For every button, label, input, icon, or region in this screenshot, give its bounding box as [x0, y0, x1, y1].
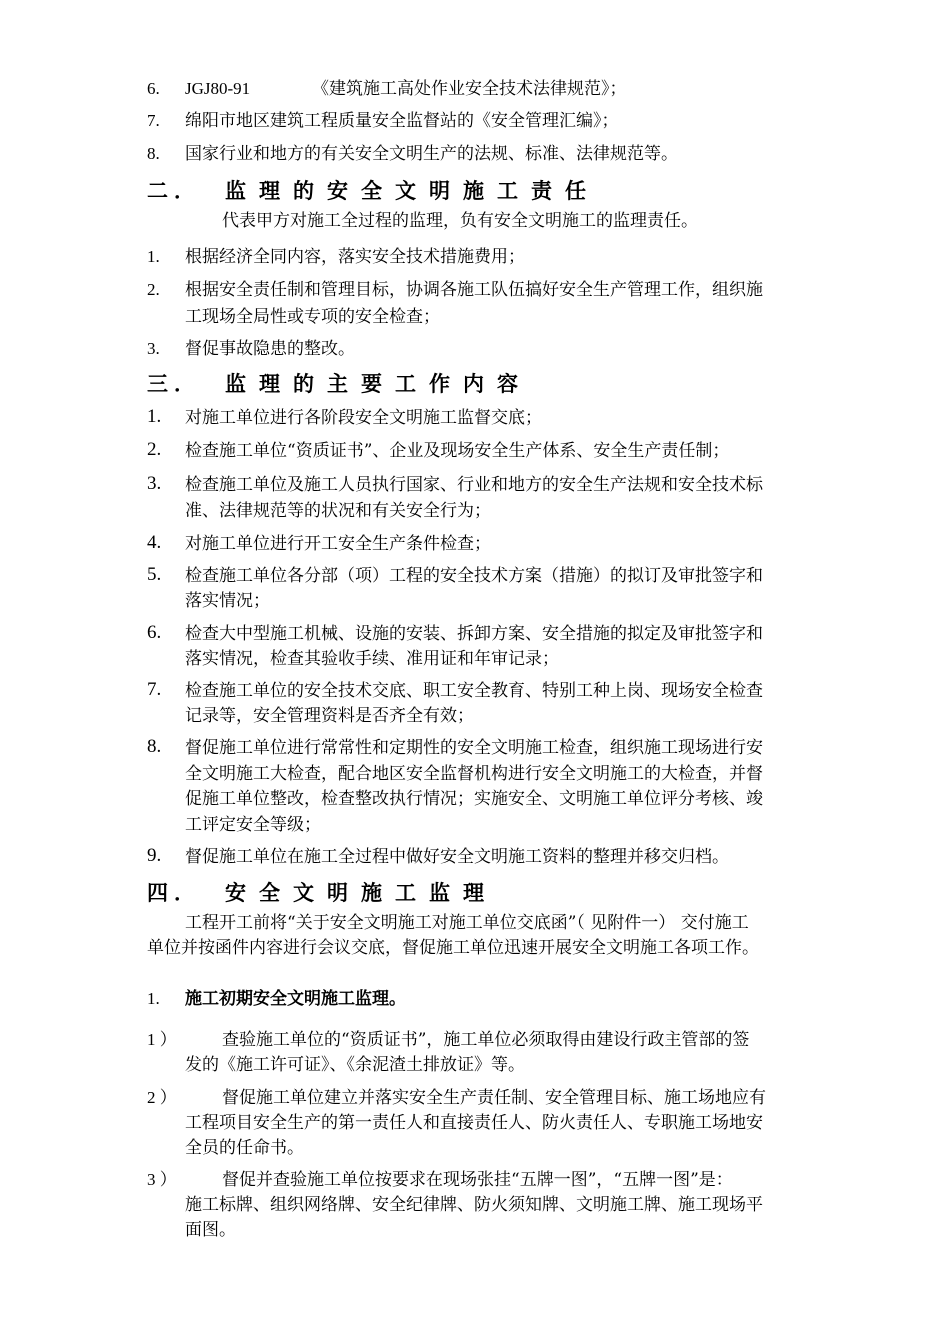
ref-number: 8.: [147, 144, 160, 163]
ref-code: JGJ80-91: [185, 79, 251, 98]
section-heading: 监理的安全文明施工责任: [225, 179, 599, 203]
item-text: 落实情况，检查其验收手续、准用证和年审记录；: [185, 649, 559, 669]
item-number: 2 ）: [147, 1088, 177, 1107]
section-intro: 单位并按函件内容进行会议交底，督促施工单位迅速开展安全文明施工各项工作。: [147, 938, 759, 958]
item-text: 工评定安全等级；: [185, 815, 321, 835]
item-text: 施工标牌、组织网络牌、安全纪律牌、防火须知牌、文明施工牌、施工现场平: [185, 1195, 763, 1215]
item-text: 检查施工单位的安全技术交底、职工安全教育、特别工种上岗、现场安全检查: [185, 681, 763, 701]
section-heading: 监理的主要工作内容: [225, 372, 531, 396]
item-text: 检查施工单位“资质证书”、企业及现场安全生产体系、安全生产责任制；: [185, 441, 730, 461]
item-number: 4.: [147, 532, 162, 553]
item-number: 2.: [147, 280, 160, 299]
section-heading: 安全文明施工监理: [225, 881, 497, 905]
item-number: 3.: [147, 473, 162, 494]
item-text: 督促施工单位进行常常性和定期性的安全文明施工检查，组织施工现场进行安: [185, 738, 763, 758]
section-index: 二．: [147, 179, 201, 203]
section-index: 三．: [147, 372, 201, 396]
ref-text: 国家行业和地方的有关安全文明生产的法规、标准、法律规范等。: [185, 144, 678, 164]
item-number: 3 ）: [147, 1170, 177, 1189]
item-text: 督促施工单位建立并落实安全生产责任制、安全管理目标、施工场地应有: [222, 1088, 766, 1108]
item-text: 检查施工单位各分部（项）工程的安全技术方案（措施）的拟订及审批签字和: [185, 566, 763, 586]
section-intro: 工程开工前将“关于安全文明施工对施工单位交底函”（ 见附件一） 交付施工: [185, 913, 749, 933]
item-text: 检查施工单位及施工人员执行国家、行业和地方的安全生产法规和安全技术标: [185, 475, 763, 495]
item-number: 9.: [147, 845, 162, 866]
item-text: 全员的任命书。: [185, 1138, 304, 1158]
item-text: 发的《施工许可证》、《余泥渣土排放证》等。: [185, 1055, 525, 1075]
item-text: 督促并查验施工单位按要求在现场张挂“五牌一图”，“五牌一图”是：: [222, 1170, 733, 1190]
item-number: 6.: [147, 622, 162, 643]
item-text: 落实情况；: [185, 591, 270, 611]
section-index: 四．: [147, 881, 201, 905]
item-text: 根据经济全同内容，落实安全技术措施费用；: [185, 247, 525, 267]
item-text: 督促事故隐患的整改。: [185, 339, 355, 359]
item-number: 1 ）: [147, 1030, 177, 1049]
item-text: 对施工单位进行开工安全生产条件检查；: [185, 534, 491, 554]
item-number: 5.: [147, 564, 162, 585]
item-number: 2.: [147, 439, 162, 460]
subsection-title: 施工初期安全文明施工监理。: [185, 989, 406, 1009]
item-text: 检查大中型施工机械、设施的安装、拆卸方案、安全措施的拟定及审批签字和: [185, 624, 763, 644]
item-text: 工程项目安全生产的第一责任人和直接责任人、防火责任人、专职施工场地安: [185, 1113, 763, 1133]
item-text: 准、法律规范等的状况和有关安全行为；: [185, 501, 491, 521]
ref-text: 绵阳市地区建筑工程质量安全监督站的《安全管理汇编》；: [185, 111, 619, 131]
item-text: 记录等，安全管理资料是否齐全有效；: [185, 706, 474, 726]
section-intro: 代表甲方对施工全过程的监理，负有安全文明施工的监理责任。: [222, 211, 698, 231]
item-text: 查验施工单位的“资质证书”，施工单位必须取得由建设行政主管部的签: [222, 1030, 750, 1050]
item-text: 督促施工单位在施工全过程中做好安全文明施工资料的整理并移交归档。: [185, 847, 729, 867]
item-text: 面图。: [185, 1220, 236, 1240]
item-number: 1.: [147, 406, 162, 427]
subsection-number: 1.: [147, 989, 160, 1008]
ref-number: 6.: [147, 79, 160, 98]
item-text: 全文明施工大检查，配合地区安全监督机构进行安全文明施工的大检查，并督: [185, 764, 763, 784]
item-text: 促施工单位整改，检查整改执行情况；实施安全、文明施工单位评分考核、竣: [185, 789, 763, 809]
item-number: 3.: [147, 339, 160, 358]
item-text: 工现场全局性或专项的安全检查；: [185, 307, 440, 327]
item-number: 1.: [147, 247, 160, 266]
item-text: 对施工单位进行各阶段安全文明施工监督交底；: [185, 408, 542, 428]
ref-text: 《建筑施工高处作业安全技术法律规范》；: [312, 79, 627, 99]
item-text: 根据安全责任制和管理目标，协调各施工队伍搞好安全生产管理工作，组织施: [185, 280, 763, 300]
item-number: 7.: [147, 679, 162, 700]
ref-number: 7.: [147, 111, 160, 130]
item-number: 8.: [147, 736, 162, 757]
